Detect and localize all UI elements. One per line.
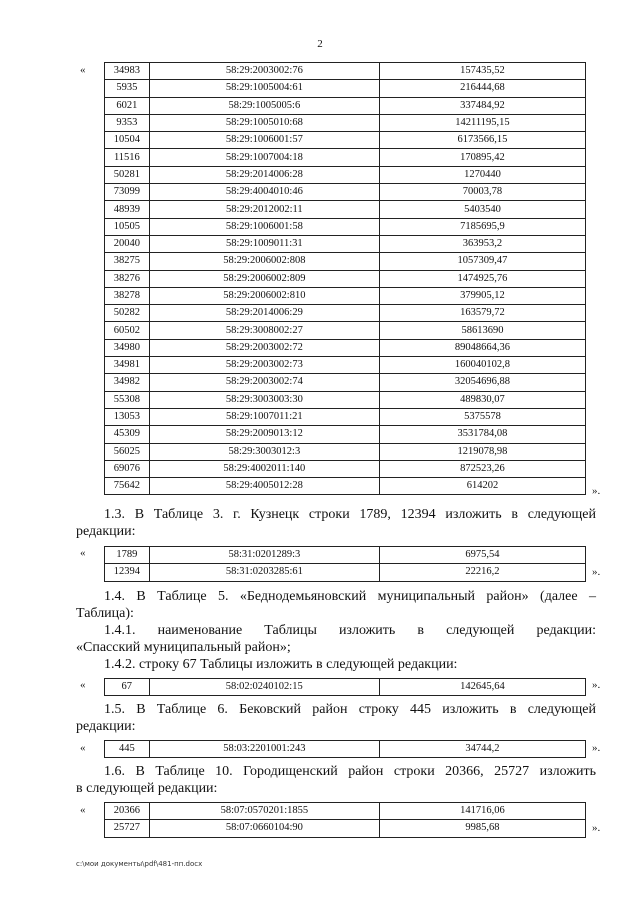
table-row: [105, 253, 586, 270]
row-number-cell: 445: [105, 741, 150, 758]
table-row: [105, 357, 586, 374]
table-1-6: [104, 802, 586, 838]
paragraph-1-5: 1.5. В Таблице 6. Бековский район строку 445 изложить в следующей редакции:: [76, 702, 596, 734]
cadastral-value-cell: 70003,78: [379, 184, 585, 201]
cadastral-number-cell: 58:07:0660104:90: [149, 820, 379, 837]
table-row: [105, 132, 586, 149]
paragraph-1-4-2: 1.4.2. строку 67 Таблицы изложить в следующей редакции:: [104, 657, 458, 672]
table-row: [105, 80, 586, 97]
row-number-cell: 25727: [105, 820, 150, 837]
close-quote: ».: [592, 566, 601, 578]
cadastral-value-cell: 1219078,98: [379, 443, 585, 460]
table-row: [105, 201, 586, 218]
cadastral-number-cell: 58:29:1007011:21: [149, 408, 379, 425]
cadastral-value-cell: 3531784,08: [379, 426, 585, 443]
cadastral-value-cell: 142645,64: [379, 679, 585, 696]
cadastral-value-cell: 489830,07: [379, 391, 585, 408]
table-row: [105, 270, 586, 287]
table-row: [105, 741, 586, 758]
cadastral-number-cell: 58:29:1005005:6: [149, 97, 379, 114]
table-row: [105, 114, 586, 131]
table-row: [105, 184, 586, 201]
row-number-cell: 34981: [105, 357, 150, 374]
cadastral-number-cell: 58:29:2014006:28: [149, 166, 379, 183]
cadastral-number-cell: 58:29:1005004:61: [149, 80, 379, 97]
cadastral-value-cell: 9985,68: [379, 820, 585, 837]
table-row: [105, 166, 586, 183]
open-quote: «: [80, 64, 86, 76]
table-row: [105, 564, 586, 581]
cadastral-number-cell: 58:07:0570201:1855: [149, 803, 379, 820]
cadastral-value-cell: 363953,2: [379, 235, 585, 252]
table-row: [105, 460, 586, 477]
row-number-cell: 56025: [105, 443, 150, 460]
cadastral-value-cell: 160040102,8: [379, 357, 585, 374]
table-row: [105, 820, 586, 837]
cadastral-number-cell: 58:29:2003002:76: [149, 63, 379, 80]
cadastral-number-cell: 58:31:0201289:3: [149, 547, 379, 564]
cadastral-value-cell: 58613690: [379, 322, 585, 339]
cadastral-number-cell: 58:29:2006002:808: [149, 253, 379, 270]
table-1-3: [104, 546, 586, 582]
cadastral-number-cell: 58:29:3003003:30: [149, 391, 379, 408]
cadastral-value-cell: 163579,72: [379, 305, 585, 322]
cadastral-value-cell: 170895,42: [379, 149, 585, 166]
table-1-5: [104, 740, 586, 758]
row-number-cell: 34982: [105, 374, 150, 391]
row-number-cell: 50282: [105, 305, 150, 322]
cadastral-value-cell: 14211195,15: [379, 114, 585, 131]
cadastral-number-cell: 58:29:4005012:28: [149, 478, 379, 495]
cadastral-value-cell: 157435,52: [379, 63, 585, 80]
cadastral-number-cell: 58:29:2003002:74: [149, 374, 379, 391]
cadastral-value-cell: 872523,26: [379, 460, 585, 477]
table-row: [105, 322, 586, 339]
table-row: [105, 63, 586, 80]
table-1-4-2: [104, 678, 586, 696]
cadastral-number-cell: 58:29:2006002:809: [149, 270, 379, 287]
table-row: [105, 679, 586, 696]
close-quote: ».: [592, 742, 601, 754]
open-quote: «: [80, 679, 86, 691]
row-number-cell: 38276: [105, 270, 150, 287]
table-row: [105, 339, 586, 356]
table-row: [105, 803, 586, 820]
row-number-cell: 45309: [105, 426, 150, 443]
row-number-cell: 34980: [105, 339, 150, 356]
cadastral-number-cell: 58:29:2006002:810: [149, 287, 379, 304]
cadastral-value-cell: 614202: [379, 478, 585, 495]
table-main: [104, 62, 586, 495]
cadastral-value-cell: 6975,54: [379, 547, 585, 564]
cadastral-number-cell: 58:02:0240102:15: [149, 679, 379, 696]
row-number-cell: 75642: [105, 478, 150, 495]
row-number-cell: 38278: [105, 287, 150, 304]
cadastral-number-cell: 58:29:1009011:31: [149, 235, 379, 252]
table-row: [105, 149, 586, 166]
row-number-cell: 69076: [105, 460, 150, 477]
cadastral-value-cell: 7185695,9: [379, 218, 585, 235]
cadastral-number-cell: 58:29:1005010:68: [149, 114, 379, 131]
table-row: [105, 97, 586, 114]
cadastral-value-cell: 141716,06: [379, 803, 585, 820]
row-number-cell: 12394: [105, 564, 150, 581]
table-row: [105, 287, 586, 304]
page-number: 2: [317, 38, 323, 50]
row-number-cell: 73099: [105, 184, 150, 201]
row-number-cell: 1789: [105, 547, 150, 564]
paragraph-1-4: 1.4. В Таблице 5. «Беднодемьяновский муниципальный район» (далее – Таблица):: [76, 589, 596, 621]
cadastral-value-cell: 1474925,76: [379, 270, 585, 287]
row-number-cell: 67: [105, 679, 150, 696]
cadastral-number-cell: 58:29:3003012:3: [149, 443, 379, 460]
table-row: [105, 235, 586, 252]
row-number-cell: 38275: [105, 253, 150, 270]
row-number-cell: 20040: [105, 235, 150, 252]
row-number-cell: 20366: [105, 803, 150, 820]
row-number-cell: 60502: [105, 322, 150, 339]
cadastral-number-cell: 58:31:0203285:61: [149, 564, 379, 581]
row-number-cell: 6021: [105, 97, 150, 114]
cadastral-value-cell: 22216,2: [379, 564, 585, 581]
table-row: [105, 391, 586, 408]
row-number-cell: 10504: [105, 132, 150, 149]
footer-file-path: c:\мои документы\pdf\481-пп.docx: [76, 860, 203, 868]
cadastral-value-cell: 5403540: [379, 201, 585, 218]
cadastral-value-cell: 1270440: [379, 166, 585, 183]
cadastral-number-cell: 58:29:2009013:12: [149, 426, 379, 443]
table-row: [105, 426, 586, 443]
paragraph-1-3: 1.3. В Таблице 3. г. Кузнецк строки 1789, 12394 изложить в следующей редакции:: [76, 507, 596, 539]
close-quote: ».: [592, 822, 601, 834]
cadastral-value-cell: 34744,2: [379, 741, 585, 758]
open-quote: «: [80, 742, 86, 754]
row-number-cell: 9353: [105, 114, 150, 131]
row-number-cell: 5935: [105, 80, 150, 97]
row-number-cell: 11516: [105, 149, 150, 166]
cadastral-number-cell: 58:29:2012002:11: [149, 201, 379, 218]
cadastral-number-cell: 58:29:4004010:46: [149, 184, 379, 201]
cadastral-number-cell: 58:29:4002011:140: [149, 460, 379, 477]
cadastral-value-cell: 5375578: [379, 408, 585, 425]
open-quote: «: [80, 547, 86, 559]
cadastral-value-cell: 89048664,36: [379, 339, 585, 356]
cadastral-number-cell: 58:29:1007004:18: [149, 149, 379, 166]
cadastral-value-cell: 1057309,47: [379, 253, 585, 270]
cadastral-number-cell: 58:29:1006001:57: [149, 132, 379, 149]
cadastral-number-cell: 58:29:2014006:29: [149, 305, 379, 322]
cadastral-number-cell: 58:03:2201001:243: [149, 741, 379, 758]
cadastral-value-cell: 337484,92: [379, 97, 585, 114]
table-row: [105, 547, 586, 564]
row-number-cell: 50281: [105, 166, 150, 183]
row-number-cell: 34983: [105, 63, 150, 80]
table-row: [105, 305, 586, 322]
cadastral-value-cell: 32054696,88: [379, 374, 585, 391]
open-quote: «: [80, 804, 86, 816]
cadastral-number-cell: 58:29:1006001:58: [149, 218, 379, 235]
table-row: [105, 218, 586, 235]
cadastral-value-cell: 216444,68: [379, 80, 585, 97]
table-row: [105, 374, 586, 391]
cadastral-number-cell: 58:29:3008002:27: [149, 322, 379, 339]
paragraph-1-6: 1.6. В Таблице 10. Городищенский район строки 20366, 25727 изложить в следующей редакции:: [76, 764, 596, 796]
close-quote: ».: [592, 679, 601, 691]
cadastral-value-cell: 6173566,15: [379, 132, 585, 149]
row-number-cell: 10505: [105, 218, 150, 235]
paragraph-1-4-1: 1.4.1. наименование Таблицы изложить в следующей редакции: «Спасский муниципальный район»;: [76, 623, 596, 655]
cadastral-number-cell: 58:29:2003002:72: [149, 339, 379, 356]
cadastral-number-cell: 58:29:2003002:73: [149, 357, 379, 374]
table-row: [105, 478, 586, 495]
row-number-cell: 55308: [105, 391, 150, 408]
table-row: [105, 408, 586, 425]
row-number-cell: 13053: [105, 408, 150, 425]
close-quote: ».: [592, 485, 601, 497]
table-row: [105, 443, 586, 460]
row-number-cell: 48939: [105, 201, 150, 218]
cadastral-value-cell: 379905,12: [379, 287, 585, 304]
